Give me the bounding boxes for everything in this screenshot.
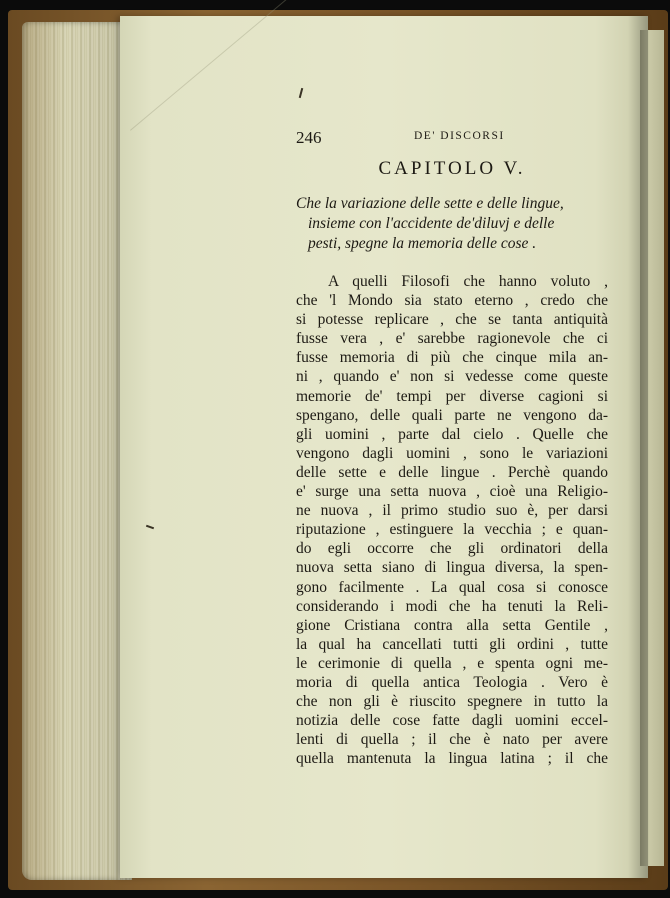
text-line: moria di quella antica Teologia . Vero è <box>296 673 608 691</box>
text-line: notizia delle cose fatte dagli uomini eccel- <box>296 712 608 730</box>
text-line: che 'l Mondo sia stato eterno , credo che <box>296 292 608 310</box>
text-line: le cerimonie di quella , e spenta ogni me- <box>296 654 608 672</box>
text-line: vengono dagli uomini , sono le variazioni <box>296 444 608 462</box>
text-line: gli uomini , parte dal cielo . Quelle che <box>296 425 608 443</box>
text-line: lenti di quella ; il che è nato per avere <box>296 731 608 749</box>
page-number: 246 <box>296 128 322 147</box>
text-line: quella mantenuta la lingua latina ; il che <box>296 750 608 768</box>
text-line: fusse vera , e' sarebbe ragionevole che ci <box>296 330 608 348</box>
text-line: che non gli è riuscito spegnere in tutto la <box>296 693 608 711</box>
chapter-title: CAPITOLO V. <box>378 158 526 179</box>
text-line: do egli occorre che gli ordinatori della <box>296 540 608 558</box>
text-line: la qual ha cancellati tutti gli ordini , tutte <box>296 635 608 653</box>
page-text <box>296 124 608 768</box>
subtitle-line: insieme con l'accidente de'diluvj e delle <box>308 215 555 232</box>
text-line: riputazione , estinguere la vecchia ; e quan- <box>296 521 608 539</box>
text-line: nuova setta siano di lingua diversa, la spen- <box>296 559 608 577</box>
text-line: delle sette e delle lingue . Perchè quando <box>296 463 608 481</box>
text-line: ni , quando e' non si vedesse come queste <box>296 368 608 386</box>
text-line: ne nuova , il primo studio suo è, per darsi <box>296 502 608 520</box>
text-line: considerando i modi che ha tenuti la Reli- <box>296 597 608 615</box>
running-head <box>296 124 608 150</box>
text-line: e' surge una setta nuova , cioè una Religio- <box>296 483 608 501</box>
text-line: gione Cristiana contra alla setta Gentile , <box>296 616 608 634</box>
text-line: spengano, delle quali parte ne vengono da- <box>296 406 608 424</box>
text-line: A quelli Filosofi che hanno voluto , <box>328 273 608 290</box>
running-title: DE' DISCORSI <box>414 130 505 142</box>
chapter-subtitle <box>296 194 608 254</box>
text-line: si potesse replicare , che se tanta antiquità <box>296 311 608 329</box>
subtitle-line: pesti, spegne la memoria delle cose . <box>308 235 537 252</box>
subtitle-line: Che la variazione delle sette e delle lingue, <box>296 195 564 212</box>
body-text <box>296 272 608 768</box>
page-edges-shade <box>22 22 132 880</box>
text-line: fusse memoria di più che cinque mila an- <box>296 349 608 367</box>
text-line: memorie de' tempi per diverse cagioni si <box>296 387 608 405</box>
gutter-shadow <box>628 16 648 878</box>
text-line: gono facilmente . La qual cosa si conosce <box>296 578 608 596</box>
